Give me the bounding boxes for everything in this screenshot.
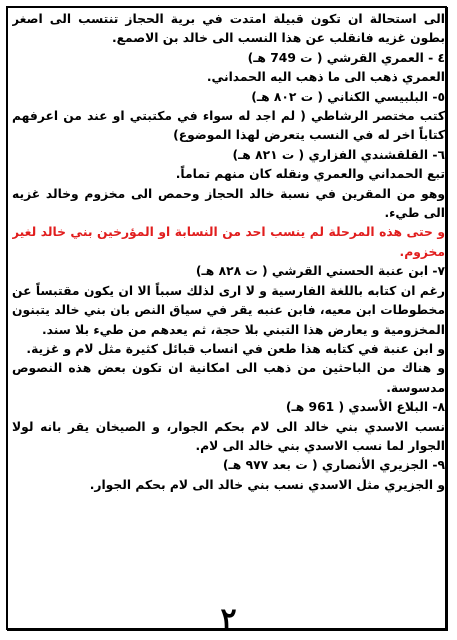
paragraph-ibn-anaba-2: و ابن عنبة في كتابه هذا طعن في انساب قبائل كثيرة مثل لام و غزية. <box>26 341 445 356</box>
paragraph-jaziri: و الجزيري مثل الاسدي نسب بني خالد الى لام بحكم الجوار. <box>89 477 445 492</box>
paragraph-asadi: نسب الاسدي بني خالد الى لام بحكم الجوار، و الصيخان يقر بانه لولا الجوار لما نسب الاسدي بني خالد الى لام. <box>12 419 445 453</box>
paragraph-omari: العمري ذهب الى ما ذهب اليه الحمداني. <box>206 70 445 85</box>
paragraph-bilbisi: كتب مختصر الرشاطي ( لم اجد له سواء في مكتبتي او عند من اعرفهم كتاباً اخر له في النسب يتعرض لهذا الموضوع) <box>12 109 445 143</box>
paragraph-intro: الى استحالة ان تكون قبيلة امتدت في برية الحجاز تنتسب الى اصغر بطون غزيه فانقلب عن هذا النسب الى خالد بن الاصمع. <box>12 12 445 46</box>
heading-asadi: ٨- البلاع الأسدي ( 961 هـ) <box>285 400 445 415</box>
paragraph-ibn-anaba-1: رغم ان كتابه باللغة الفارسية و لا ارى لذلك سبباً الا ان يكون مقتبساً عن مخطوطات ابن معيه، فابن عنبه يقر في سياق النص بان بني خالد يتبنون المخزومية و يعارض هذا التبني بلا حجة، ثم يعدهم من طيء بلا سند. <box>12 283 445 337</box>
document-body <box>12 10 445 600</box>
paragraph-qalqashandi-1: تبع الحمداني والعمري ونقله كان منهم تماماً. <box>175 167 445 182</box>
heading-jaziri: ٩- الجزيري الأنصاري ( ت بعد ٩٧٧ هـ) <box>222 458 445 473</box>
heading-ibn-anaba: ٧- ابن عنبة الحسني القرشي ( ت ٨٢٨ هـ) <box>195 264 445 279</box>
heading-qalqashandi: ٦- القلقشندي الفزاري ( ت ٨٢١ هـ) <box>232 147 445 162</box>
heading-omari: ٤ - العمري القرشي ( ت 749 هـ) <box>247 50 445 65</box>
highlighted-statement: و حتى هذه المرحلة لم ينسب احد من النسابة او المؤرخين بني خالد لغير مخزوم. <box>12 225 445 259</box>
paragraph-researchers: و هناك من الباحثين من ذهب الى امكانية ان تكون بعض هذه النصوص مدسوسة. <box>12 361 445 395</box>
heading-bilbisi: ٥- البلبيسي الكناني ( ت ٨٠٢ هـ) <box>251 89 445 104</box>
paragraph-qalqashandi-2: وهو من المقرين في نسبة خالد الحجاز وحمص الى مخزوم وخالد غزيه الى طيء. <box>12 186 445 221</box>
page-number: ٢ <box>220 602 237 637</box>
